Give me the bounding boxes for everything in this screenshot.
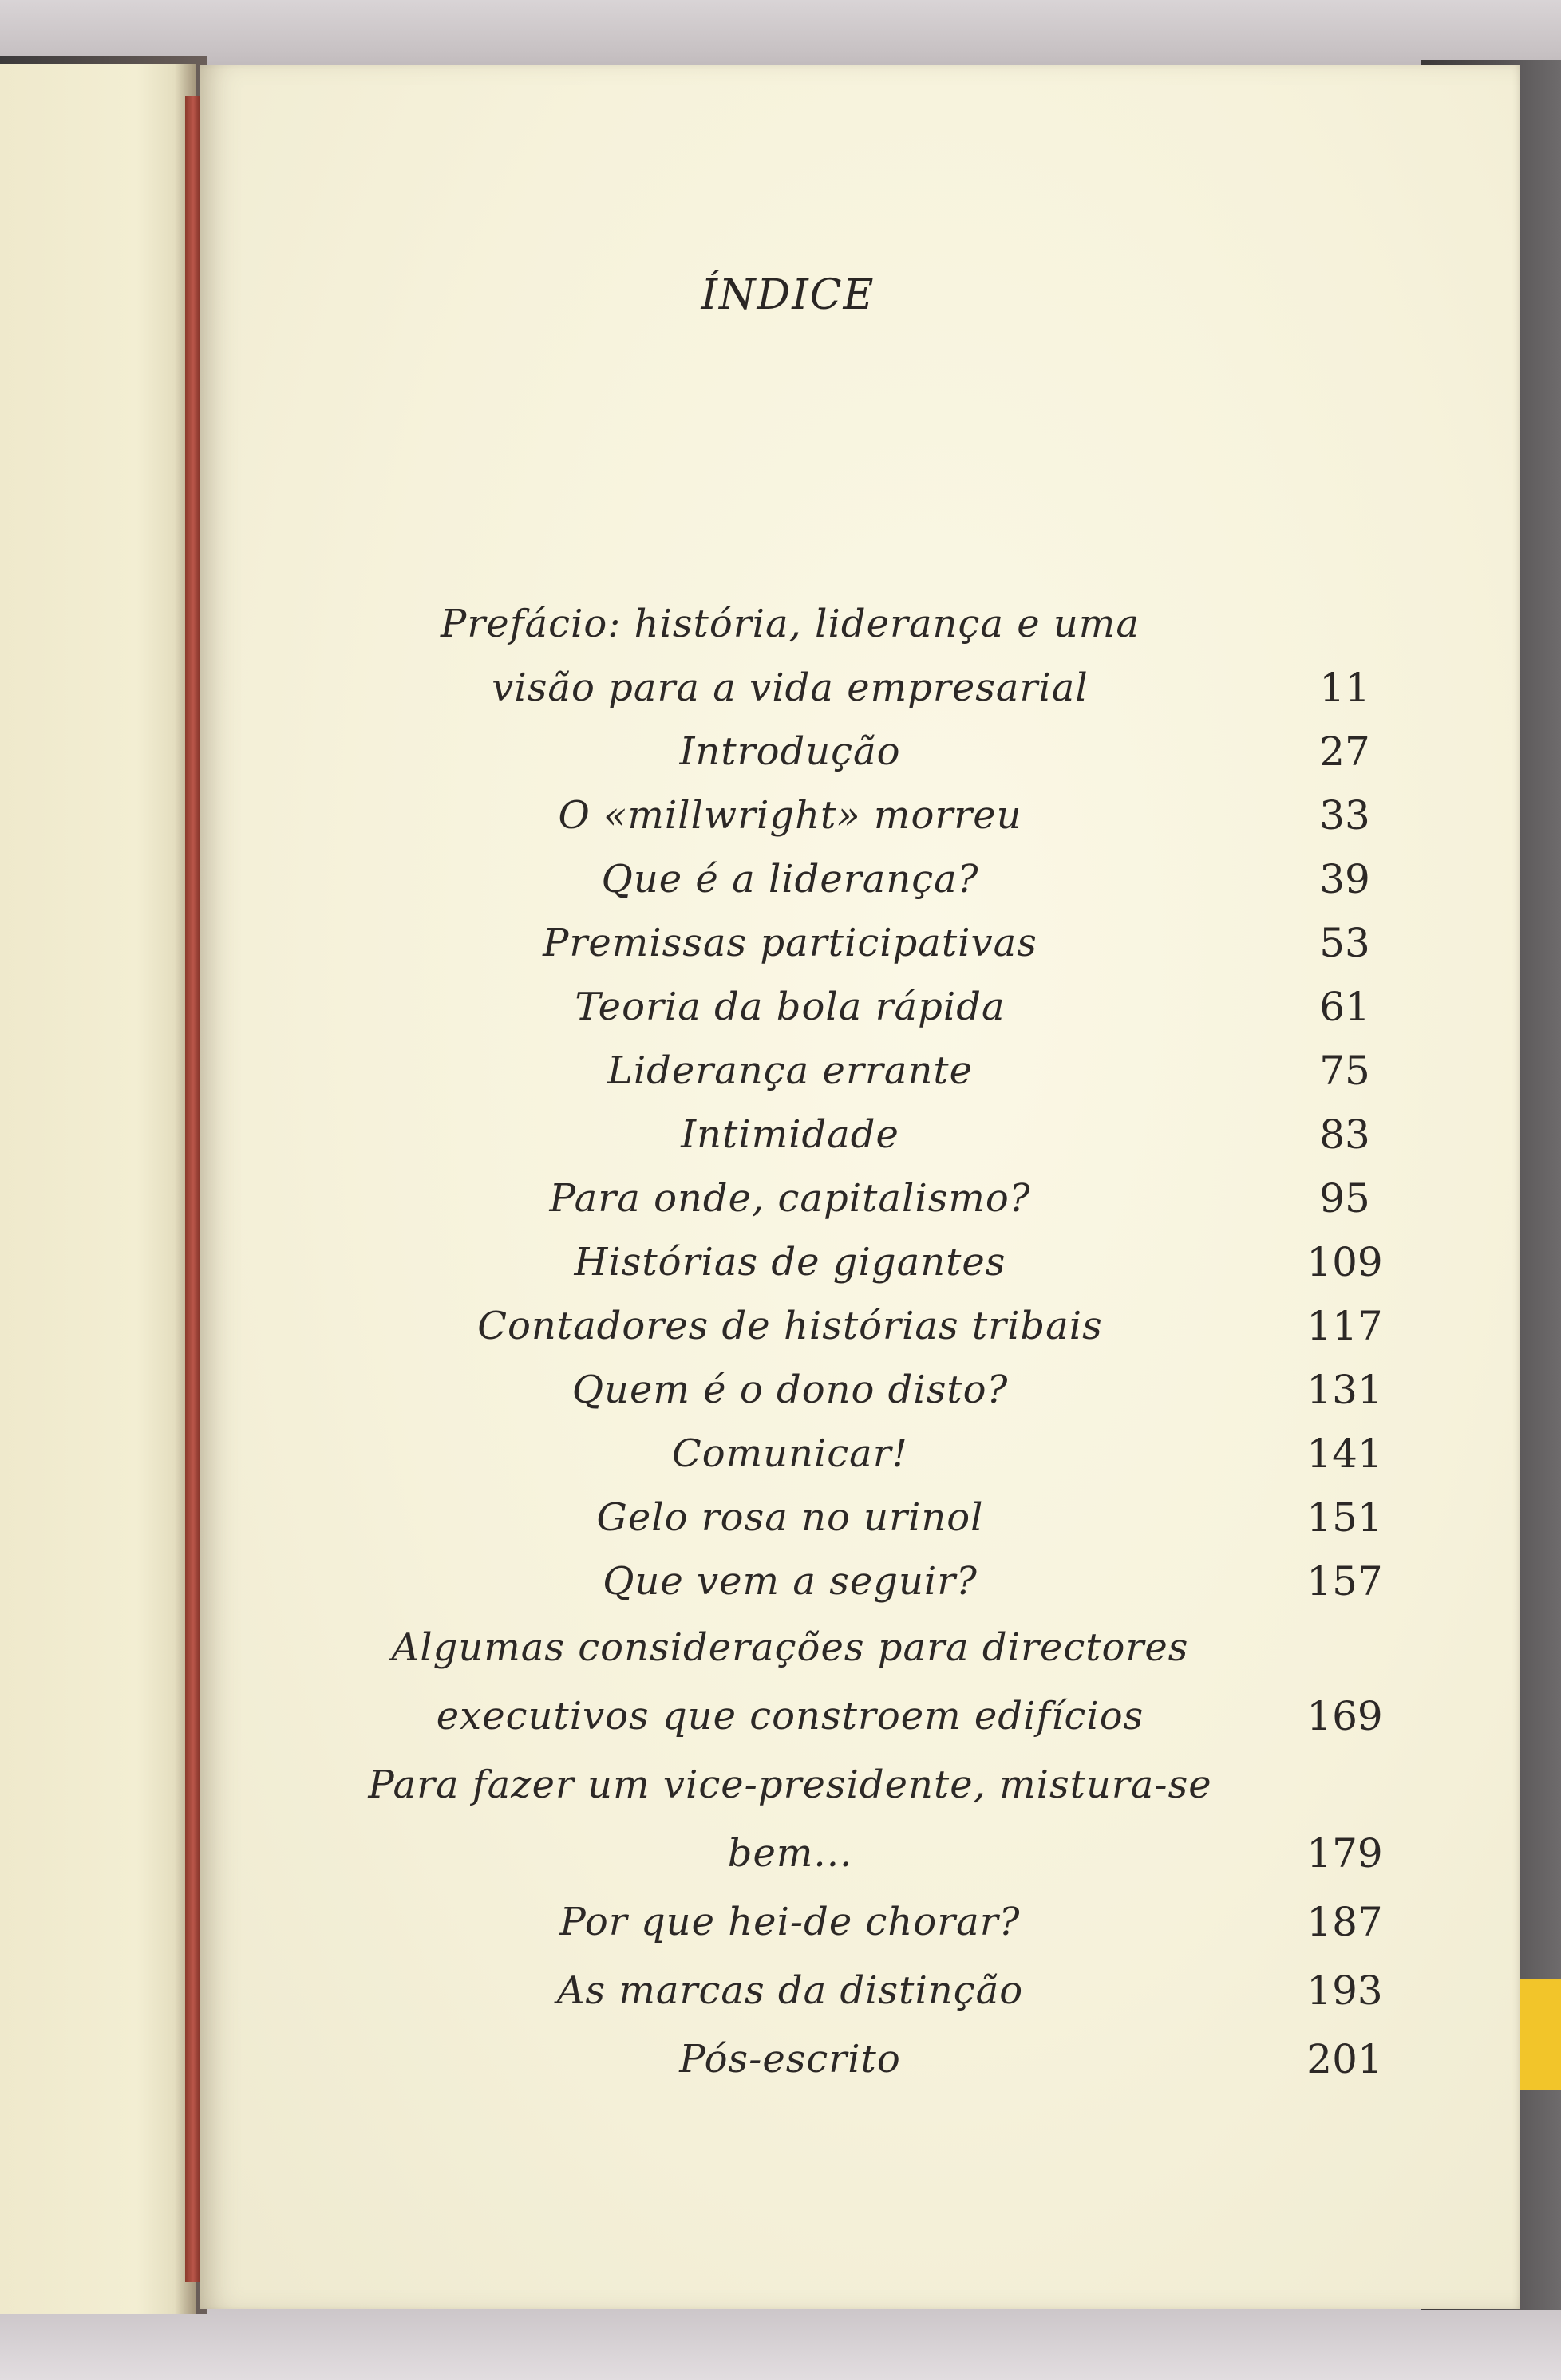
- toc-entry: [311, 1956, 1508, 2025]
- toc-entry-title: Teoria da bola rápida: [575, 985, 1006, 1029]
- toc-entry: [311, 783, 1508, 847]
- toc-entry-title: Quem é o dono disto?: [571, 1368, 1009, 1412]
- toc-entry-title: Premissas participativas: [543, 921, 1037, 965]
- toc-entry-page: 193: [1306, 1968, 1383, 2014]
- toc-entry-title: Histórias de gigantes: [574, 1240, 1006, 1285]
- toc-entry-page: 151: [1306, 1494, 1383, 1541]
- toc-entry: [311, 1039, 1508, 1103]
- toc-entry-page: 201: [1306, 2036, 1383, 2082]
- toc-entry: [311, 1888, 1508, 1956]
- toc-entry-page: 141: [1306, 1431, 1383, 1477]
- toc-entry-page: 83: [1319, 1111, 1370, 1158]
- toc-entry-page: 187: [1306, 1899, 1383, 1945]
- toc-entry-title: Que é a liderança?: [601, 857, 979, 902]
- toc-entry-page: 33: [1319, 792, 1370, 839]
- toc-entry-page: 169: [1306, 1693, 1383, 1739]
- toc-entry: [311, 1294, 1508, 1358]
- toc-entry-title: Liderança errante: [607, 1048, 974, 1093]
- toc-entry-title: Para fazer um vice-presidente, mistura-se bem...: [368, 1762, 1212, 1876]
- toc-entry-title: Que vem a seguir?: [603, 1559, 978, 1604]
- toc-entry: [311, 1103, 1508, 1166]
- toc-entry-title: Prefácio: história, liderança e uma visão para a vida empresarial: [441, 602, 1140, 710]
- toc-entry-title: Por que hei-de chorar?: [559, 1900, 1021, 1944]
- toc-entry-page: 179: [1306, 1830, 1383, 1877]
- toc-entry-title: Para onde, capitalismo?: [549, 1176, 1031, 1221]
- toc-entry: [311, 1422, 1508, 1486]
- background-bottom: [0, 2298, 1561, 2380]
- toc-entry: [311, 1358, 1508, 1422]
- toc-entry-page: 157: [1306, 1558, 1383, 1604]
- right-page: [200, 65, 1520, 2309]
- toc-entry-page: 109: [1306, 1239, 1383, 1285]
- toc-entry-title: Algumas considerações para directores executivos que constroem edifícios: [391, 1625, 1189, 1739]
- toc-entry-page: 131: [1306, 1367, 1383, 1413]
- toc-entry-page: 39: [1319, 856, 1370, 902]
- toc-entry-title: Comunicar!: [671, 1431, 909, 1476]
- toc-entry: [311, 911, 1508, 975]
- toc-entry: [311, 2025, 1508, 2094]
- toc-entry: [311, 847, 1508, 911]
- toc-entry-page: 95: [1319, 1175, 1370, 1222]
- toc-entry-title: As marcas da distinção: [556, 1968, 1024, 2013]
- toc-entry-title: Pós-escrito: [679, 2037, 901, 2082]
- book-spine-edge: [185, 96, 201, 2282]
- toc-entry-title: Gelo rosa no urinol: [596, 1495, 984, 1540]
- toc-entry: [311, 1750, 1508, 1888]
- toc-entry-title: Contadores de histórias tribais: [477, 1304, 1103, 1348]
- toc-entry: [311, 592, 1508, 720]
- toc-entry-page: 11: [1319, 665, 1370, 711]
- toc-entry-page: 75: [1319, 1048, 1370, 1094]
- toc-entry-title: O «millwright» morreu: [558, 793, 1022, 838]
- toc-entry: [311, 720, 1508, 783]
- toc-entry-page: 53: [1319, 920, 1370, 966]
- page-title: ÍNDICE: [701, 271, 875, 319]
- table-of-contents: [311, 592, 1508, 2094]
- toc-entry: [311, 1549, 1508, 1613]
- toc-entry-page: 61: [1319, 984, 1370, 1030]
- toc-entry-title: Intimidade: [681, 1112, 899, 1157]
- cover-sticker: [1518, 1979, 1561, 2090]
- left-page: [0, 64, 196, 2314]
- toc-entry: [311, 1230, 1508, 1294]
- toc-entry: [311, 1166, 1508, 1230]
- toc-entry: [311, 975, 1508, 1039]
- toc-entry: [311, 1613, 1508, 1750]
- toc-entry-page: 27: [1319, 728, 1370, 775]
- toc-entry-page: 117: [1306, 1303, 1383, 1349]
- toc-entry: [311, 1486, 1508, 1549]
- toc-entry-title: Introdução: [679, 729, 901, 774]
